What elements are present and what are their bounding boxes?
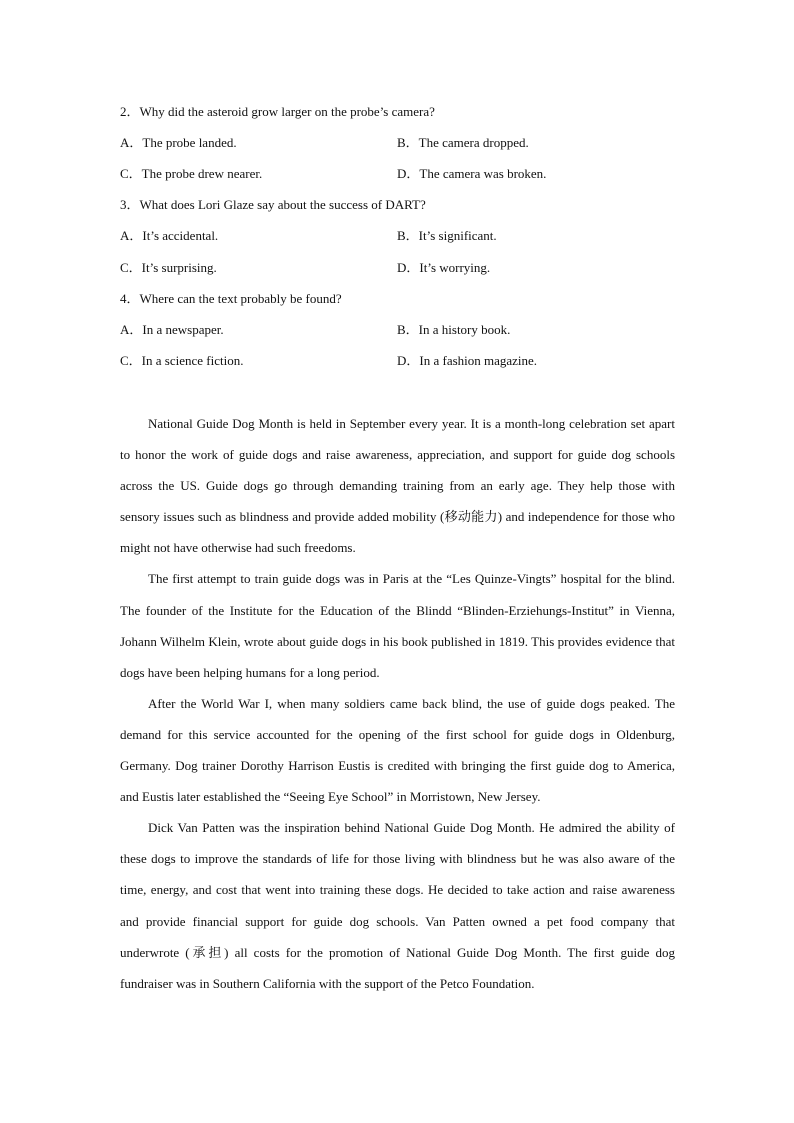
question-2-option-b: B．The camera dropped. <box>397 135 529 150</box>
question-3-option-a: A．It’s accidental. <box>120 228 219 243</box>
passage-paragraph-4: Dick Van Patten was the inspiration behind National Guide Dog Month. He admired the ability of these dogs to improve the standards of life for those living with blindness but he was also aware of the time, energy, and cost that went into training these dogs. He decided to take action and raise awareness and provide financial support for guide dog schools. Van Patten owned a pet food company that underwrote (承担) all costs for the promotion of National Guide Dog Month. The first guide dog fundraiser was in Southern California with the support of the Petco Foundation. <box>120 820 675 991</box>
question-3-stem: 3．What does Lori Glaze say about the success of DART? <box>120 197 426 212</box>
question-3-option-b: B．It’s significant. <box>397 228 497 243</box>
question-3-option-c: C．It’s surprising. <box>120 260 217 275</box>
question-2-option-a: A．The probe landed. <box>120 135 237 150</box>
question-2-option-d: D．The camera was broken. <box>397 166 547 181</box>
passage-paragraph-3: After the World War I, when many soldiers came back blind, the use of guide dogs peaked. The demand for this service accounted for the opening of the first school for guide dogs in Oldenburg, Germany. Dog trainer Dorothy Harrison Eustis is credited with bringing the first guide dog to America, and Eustis later established the “Seeing Eye School” in Morristown, New Jersey. <box>120 695 675 805</box>
question-4-option-b: B．In a history book. <box>397 322 511 337</box>
question-3-option-d: D．It’s worrying. <box>397 260 491 275</box>
question-4-stem: 4．Where can the text probably be found? <box>120 291 342 306</box>
question-2-option-c: C．The probe drew nearer. <box>120 166 263 181</box>
question-4-option-c: C．In a science fiction. <box>120 353 244 368</box>
question-4-option-d: D．In a fashion magazine. <box>397 353 538 368</box>
question-4-option-a: A．In a newspaper. <box>120 322 224 337</box>
reading-passage <box>120 408 675 999</box>
question-2-stem: 2．Why did the asteroid grow larger on the probe’s camera? <box>120 104 435 119</box>
passage-paragraph-1: National Guide Dog Month is held in September every year. It is a month-long celebration set apart to honor the work of guide dogs and raise awareness, appreciation, and support for guide dog schools across the US. Guide dogs go through demanding training from an early age. They help those with sensory issues such as blindness and provide added mobility (移动能力) and independence for those who might not have otherwise had such freedoms. <box>120 416 675 556</box>
passage-paragraph-2: The first attempt to train guide dogs was in Paris at the “Les Quinze-Vingts” hospital for the blind. The founder of the Institute for the Education of the Blindd “Blinden-Erziehungs-Institut” in Vienna, Johann Wilhelm Klein, wrote about guide dogs in his book published in 1819. This provides evidence that dogs have been helping humans for a long period. <box>120 571 675 680</box>
